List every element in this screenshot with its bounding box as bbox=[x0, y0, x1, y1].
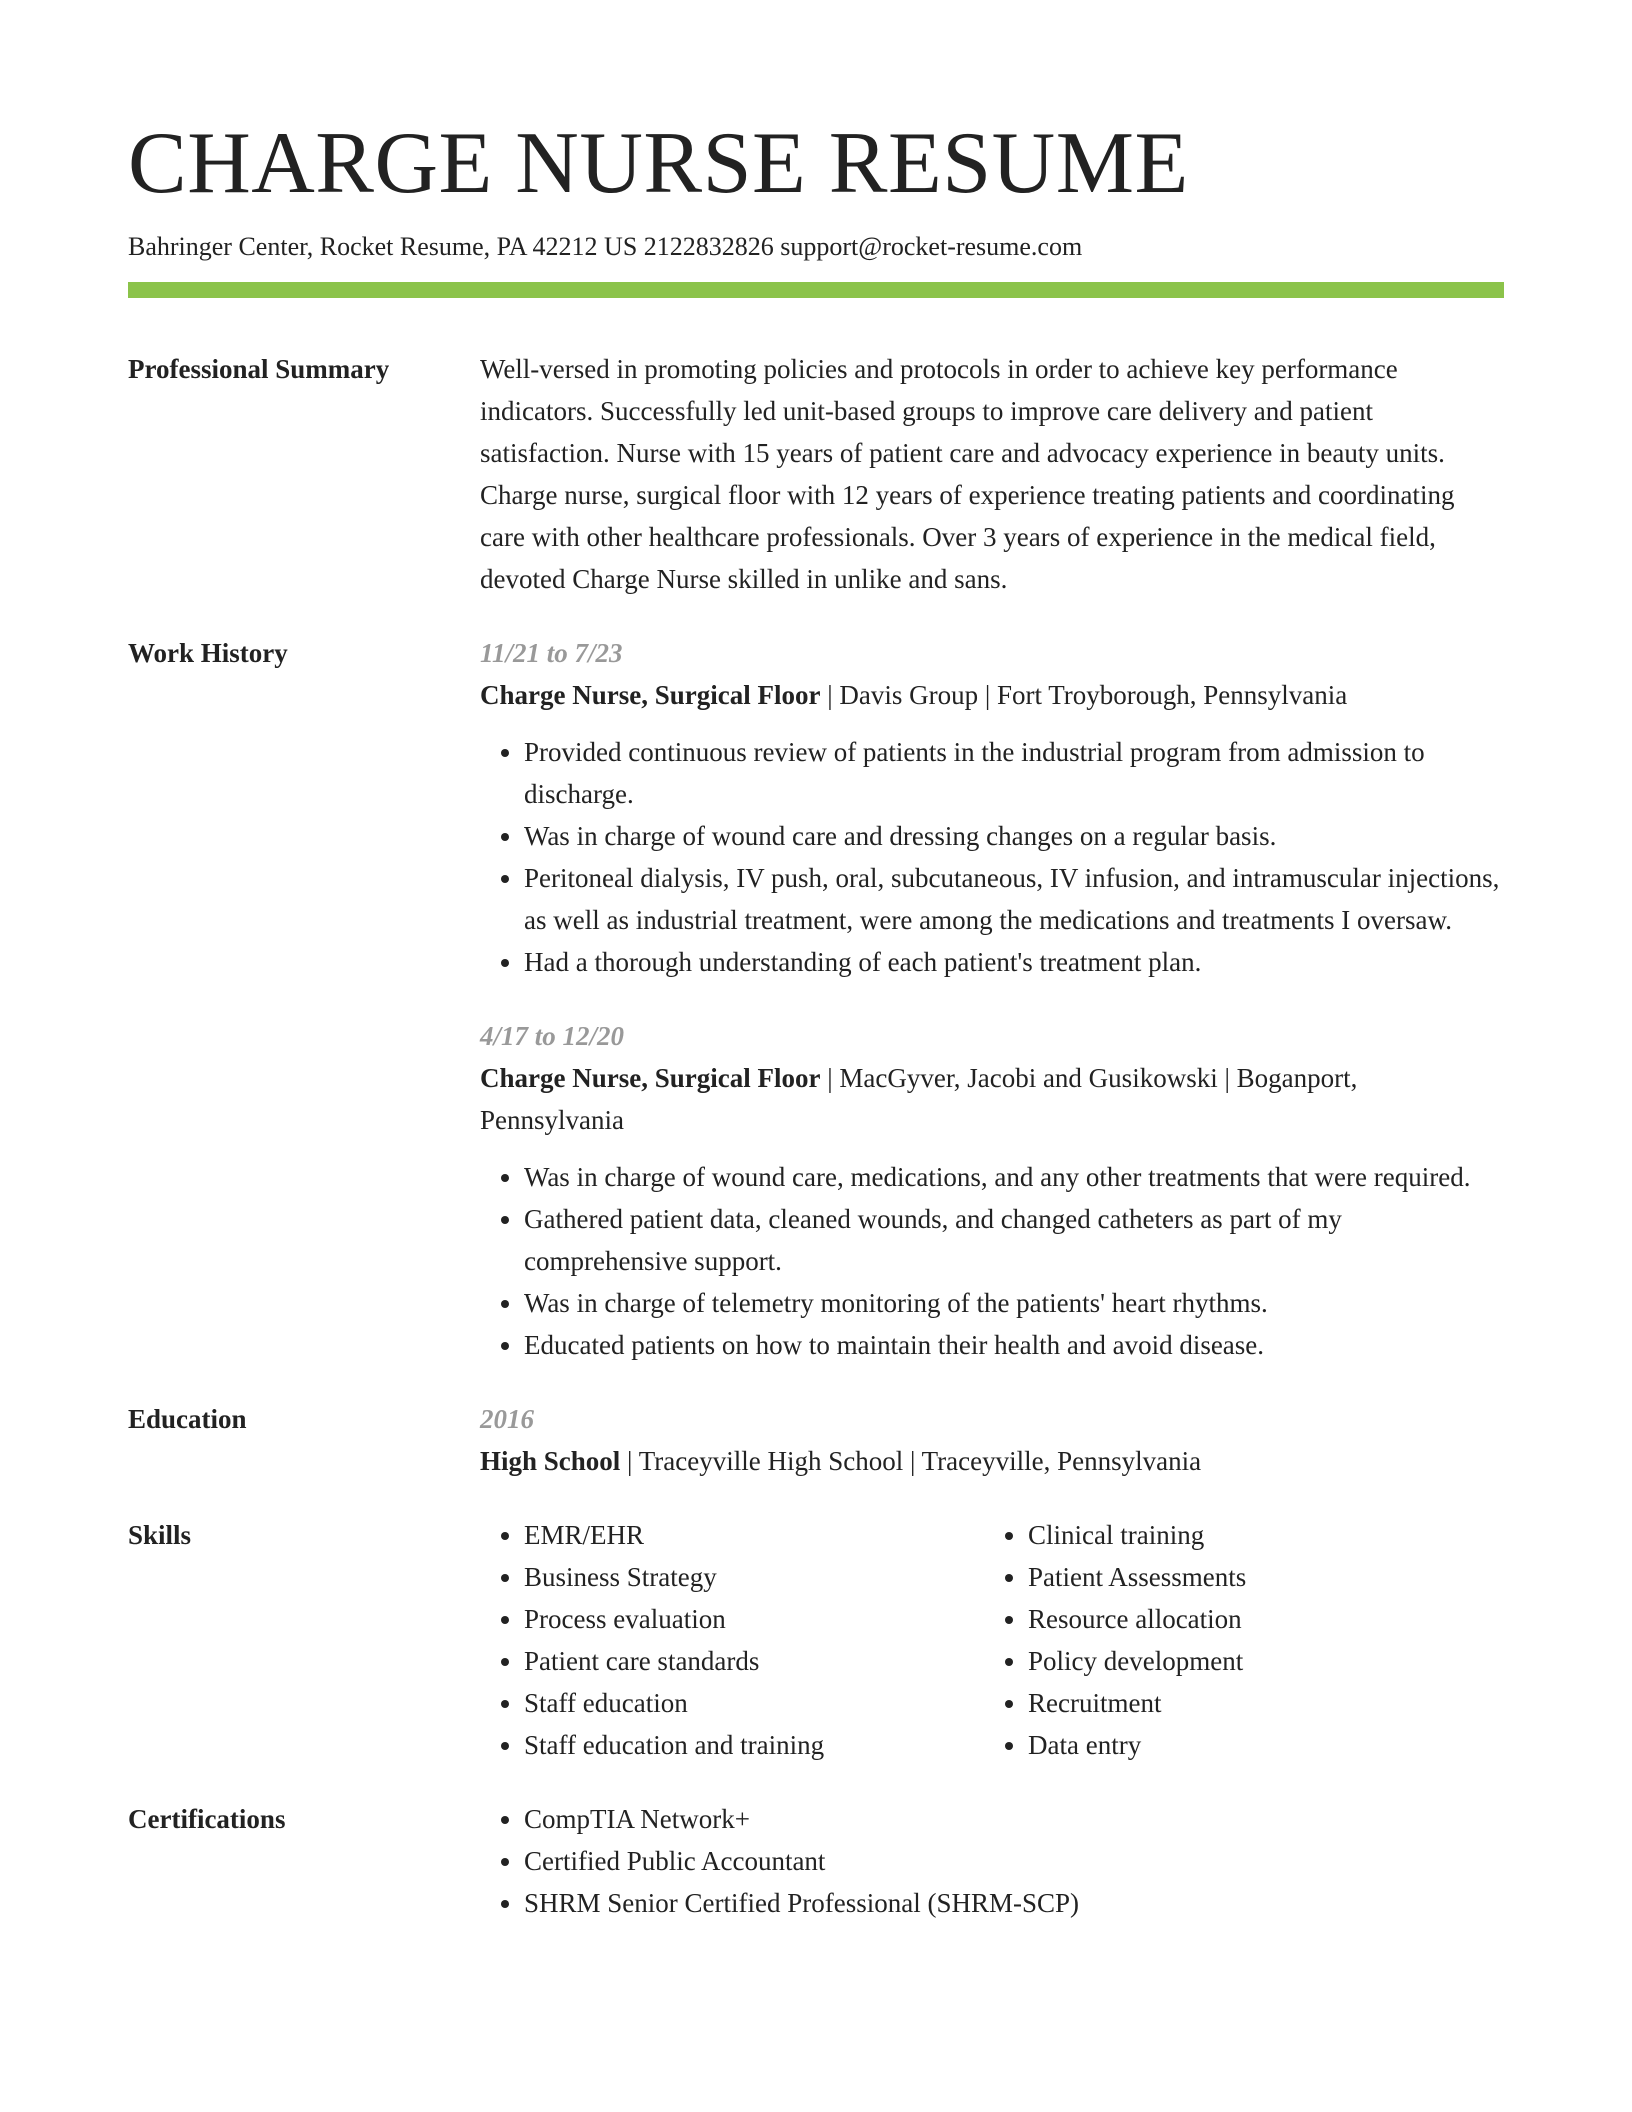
contact-line: Bahringer Center, Rocket Resume, PA 42212 US 2122832826 support@rocket-resume.com bbox=[128, 232, 1083, 261]
job-dates: 4/17 to 12/20 bbox=[480, 1021, 625, 1051]
job-role: Charge Nurse, Surgical Floor bbox=[480, 680, 821, 710]
list-item: • Was in charge of telemetry monitoring of the patients' heart rhythms. bbox=[524, 1282, 1504, 1324]
list-item: • Certified Public Accountant bbox=[524, 1840, 1504, 1882]
accent-rule bbox=[128, 282, 1504, 298]
job-heading bbox=[480, 1057, 1504, 1141]
list-item: • Provided continuous review of patients in the industrial program from admission to discharge. bbox=[524, 731, 1504, 815]
job-bullets bbox=[480, 1156, 1504, 1366]
job-role: Charge Nurse, Surgical Floor bbox=[480, 1063, 821, 1093]
education-body bbox=[480, 1398, 1504, 1482]
work-history-body bbox=[480, 632, 1504, 1366]
summary-text: Well-versed in promoting policies and protocols in order to achieve key performance indicators. Successfully led unit-based groups to improve care delivery and patient satisfaction. Nurse with 15 years of patient care and advocacy experience in beauty units. Charge nurse, surgical floor with 12 years of experience treating patients and coordinating care with other healthcare professionals. Over 3 years of experience in the medical field, devoted Charge Nurse skilled in unlike and sans. bbox=[480, 354, 1455, 594]
education-heading bbox=[480, 1440, 1504, 1482]
certifications-body bbox=[480, 1798, 1504, 1924]
education-section bbox=[128, 1398, 1504, 1482]
skills-body bbox=[480, 1514, 1504, 1766]
list-item: • Was in charge of wound care, medications, and any other treatments that were required. bbox=[524, 1156, 1504, 1198]
certifications-label: Certifications bbox=[128, 1804, 286, 1834]
skills-section bbox=[128, 1514, 1504, 1766]
skills-label: Skills bbox=[128, 1520, 192, 1550]
list-item: • Was in charge of wound care and dressing changes on a regular basis. bbox=[524, 815, 1504, 857]
job-details: | MacGyver, Jacobi and Gusikowski | Boganport, Pennsylvania bbox=[480, 1063, 1358, 1135]
list-item: • Peritoneal dialysis, IV push, oral, subcutaneous, IV infusion, and intramuscular injections, as well as industrial treatment, were among the medications and treatments I oversaw. bbox=[524, 857, 1504, 941]
education-year: 2016 bbox=[480, 1404, 534, 1434]
certifications-section bbox=[128, 1798, 1504, 1924]
list-item: • Resource allocation bbox=[1028, 1598, 1246, 1640]
list-item: • Clinical training bbox=[1028, 1514, 1246, 1556]
skills-list-right bbox=[984, 1514, 1246, 1766]
education-degree: High School bbox=[480, 1446, 621, 1476]
work-history-section bbox=[128, 632, 1504, 1366]
list-item: • Gathered patient data, cleaned wounds, and changed catheters as part of my comprehensive support. bbox=[524, 1198, 1504, 1282]
list-item: • Data entry bbox=[1028, 1724, 1246, 1766]
job-heading bbox=[480, 674, 1504, 716]
list-item: • Had a thorough understanding of each patient's treatment plan. bbox=[524, 941, 1504, 983]
work-history-label: Work History bbox=[128, 638, 288, 668]
list-item: • Business Strategy bbox=[524, 1556, 984, 1598]
certifications-list bbox=[480, 1798, 1504, 1924]
list-item: • Staff education and training bbox=[524, 1724, 984, 1766]
job-entry bbox=[480, 632, 1504, 983]
list-item: • Staff education bbox=[524, 1682, 984, 1724]
list-item: • Patient Assessments bbox=[1028, 1556, 1246, 1598]
list-item: • EMR/EHR bbox=[524, 1514, 984, 1556]
education-details: | Traceyville High School | Traceyville, Pennsylvania bbox=[620, 1446, 1202, 1476]
list-item: • Process evaluation bbox=[524, 1598, 984, 1640]
education-label: Education bbox=[128, 1404, 247, 1434]
list-item: • Educated patients on how to maintain their health and avoid disease. bbox=[524, 1324, 1504, 1366]
list-item: • Policy development bbox=[1028, 1640, 1246, 1682]
resume-title: CHARGE NURSE RESUME bbox=[128, 115, 1189, 212]
list-item: • Recruitment bbox=[1028, 1682, 1246, 1724]
summary-label: Professional Summary bbox=[128, 354, 390, 384]
job-details: | Davis Group | Fort Troyborough, Pennsylvania bbox=[820, 680, 1348, 710]
summary-section bbox=[128, 348, 1504, 600]
list-item: • Patient care standards bbox=[524, 1640, 984, 1682]
job-entry bbox=[480, 1015, 1504, 1366]
list-item: • SHRM Senior Certified Professional (SHRM-SCP) bbox=[524, 1882, 1504, 1924]
job-bullets bbox=[480, 731, 1504, 983]
list-item: • CompTIA Network+ bbox=[524, 1798, 1504, 1840]
skills-list-left bbox=[480, 1514, 984, 1766]
skills-columns bbox=[480, 1514, 1504, 1766]
job-dates: 11/21 to 7/23 bbox=[480, 638, 623, 668]
